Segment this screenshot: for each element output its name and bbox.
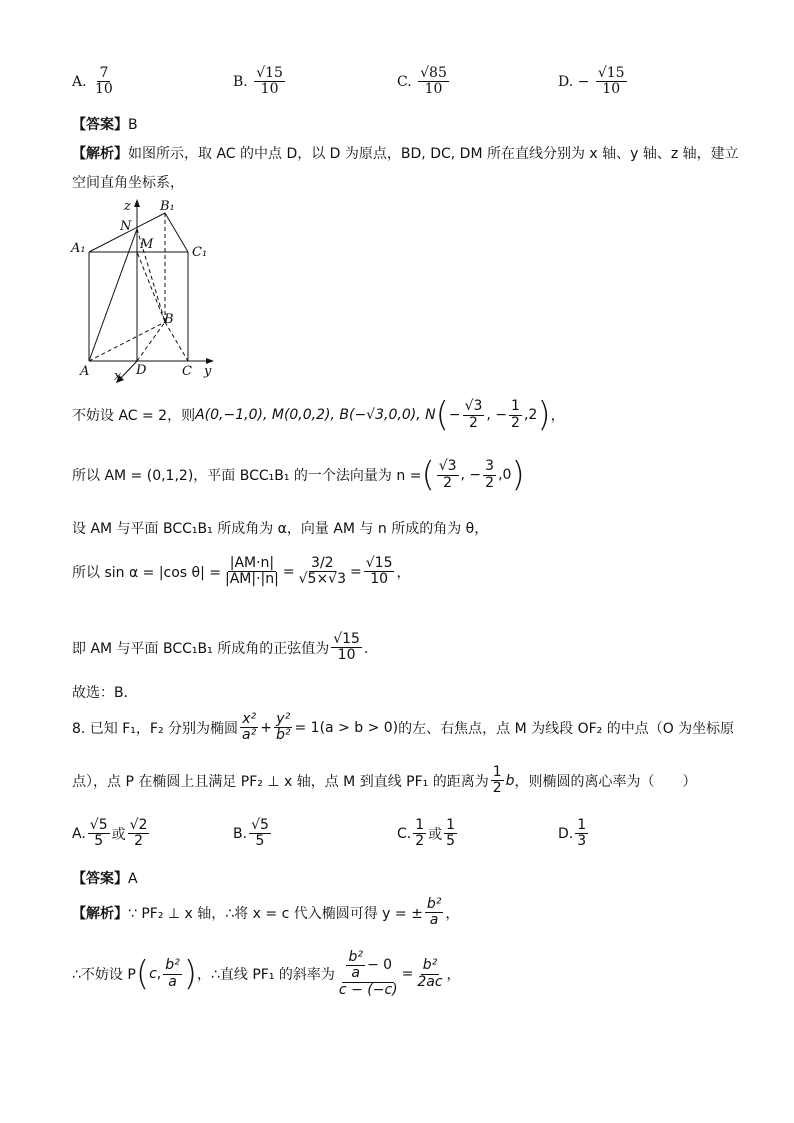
- q7-option-d[interactable]: [558, 66, 629, 98]
- q8-answer: 【答案】A: [72, 871, 138, 887]
- q7-vector-line: 所以 AM = (0,1,2)，平面 BCC₁B₁ 的一个法向量为 n = ( $\frac{√3}{2}$ , − $\frac{3}{2}$ , 0 ): [72, 455, 525, 495]
- label-d: D: [136, 363, 147, 378]
- option-fraction: $\frac{√15}{10}$: [256, 65, 283, 98]
- label-b1: B₁: [160, 199, 175, 214]
- label-n: N: [120, 219, 132, 234]
- label-b: B: [164, 312, 174, 327]
- q8-option-b[interactable]: B. $\frac{√5}{5}$: [233, 817, 269, 850]
- q8-stem-line2: 点），点 P 在椭圆上且满足 PF₂ ⊥ x 轴，点 M 到直线 PF₁ 的距离为 $\frac{1}{2}$ b ，则椭圆的离心率为（ ）: [72, 764, 697, 797]
- prism-figure: [68, 195, 228, 385]
- label-a: A: [80, 364, 90, 379]
- x-axis-line: [120, 361, 137, 379]
- option-fraction: $\frac{√85}{10}$: [420, 65, 447, 98]
- option-label: C.: [397, 73, 412, 90]
- q8-option-c[interactable]: C. $\frac{1}{2}$ 或 $\frac{1}{5}$: [397, 817, 456, 850]
- edge-b1c1: [165, 213, 188, 252]
- q8-slope-line: ∴不妨设 P ( c , $\frac{\text{b²}}{a}$ ) ，∴直线 PF₁ 的斜率为 $\frac{\text{b²}}{a}$ − 0 c − (−c) = $\frac{\text{b²}}{2ac}$ ，: [72, 949, 461, 998]
- option-label: D.: [558, 73, 574, 90]
- option-fraction: $\frac{√15}{10}$: [597, 65, 625, 98]
- q7-setup-line: 不妨设 AC = 2，则 A(0,−1,0), M(0,0,2), B(−√3,0,0), N ( − $\frac{√3}{2}$ , − $\frac{1}{2}$ , 2 ) ，: [72, 395, 565, 435]
- label-y: y: [204, 364, 212, 379]
- segment-db-hidden: [137, 322, 165, 361]
- option-fraction: $\frac{7}{10}$: [95, 65, 113, 98]
- option-label: A.: [72, 73, 87, 90]
- q8-option-a[interactable]: A. $\frac{√5}{5}$ 或 $\frac{√2}{2}$: [72, 817, 148, 850]
- label-z: z: [124, 199, 131, 214]
- segment-bm-hidden: [137, 252, 165, 322]
- z-arrow: [134, 199, 140, 207]
- q7-answer: 【答案】B: [72, 117, 138, 133]
- edge-bc-hidden: [165, 322, 188, 361]
- q7-option-a[interactable]: [72, 66, 117, 98]
- q7-option-c[interactable]: [397, 66, 451, 98]
- label-a1: A₁: [71, 241, 86, 256]
- label-x: x: [114, 369, 122, 384]
- option-label: B.: [233, 73, 248, 90]
- edge-ab-hidden: [89, 322, 165, 361]
- q7-angle-line: 设 AM 与平面 BCC₁B₁ 所成角为 α，向量 AM 与 n 所成的角为 θ，: [72, 521, 489, 537]
- label-c1: C₁: [192, 245, 208, 260]
- q7-sin-line: 所以 sin α = |cos θ| = $\frac{|AM\cdot n|}{|AM|\cdot|n|}$ = $\frac{3/2}{√5\times√3}$ = $\frac{√15}{10}$ ，: [72, 555, 411, 588]
- option-sign: −: [577, 73, 590, 90]
- q7-choose-line: 故选：B．: [72, 685, 138, 701]
- q7-conclusion-line: 即 AM 与平面 BCC₁B₁ 所成角的正弦值为 $\frac{√15}{10}$ ．: [72, 631, 378, 664]
- q7-analysis-line2: 空间直角坐标系，: [72, 175, 184, 191]
- label-m: M: [140, 237, 154, 252]
- q8-option-d[interactable]: D. $\frac{1}{3}$: [558, 817, 587, 850]
- q8-stem-line1: 8. 已知 F₁，F₂ 分别为椭圆 $\frac{\text{x²}}{\text{a²}}$ + $\frac{\text{y²}}{\text{b²}}$ = 1(a > b > 0) 的左、右焦点，点 M 为线段 OF₂ 的中点（O 为坐标原: [72, 711, 735, 744]
- label-c: C: [182, 364, 192, 379]
- q8-analysis-line1: 【解析】 ∵ PF₂ ⊥ x 轴，∴将 x = c 代入椭圆可得 y = ± $\frac{\text{b²}}{a}$ ，: [72, 896, 460, 929]
- q7-option-b[interactable]: [233, 66, 287, 98]
- q7-analysis-line1: 【解析】如图所示，取 AC 的中点 D，以 D 为原点，BD, DC, DM 所在直线分别为 x 轴、y 轴、z 轴，建立: [72, 146, 739, 162]
